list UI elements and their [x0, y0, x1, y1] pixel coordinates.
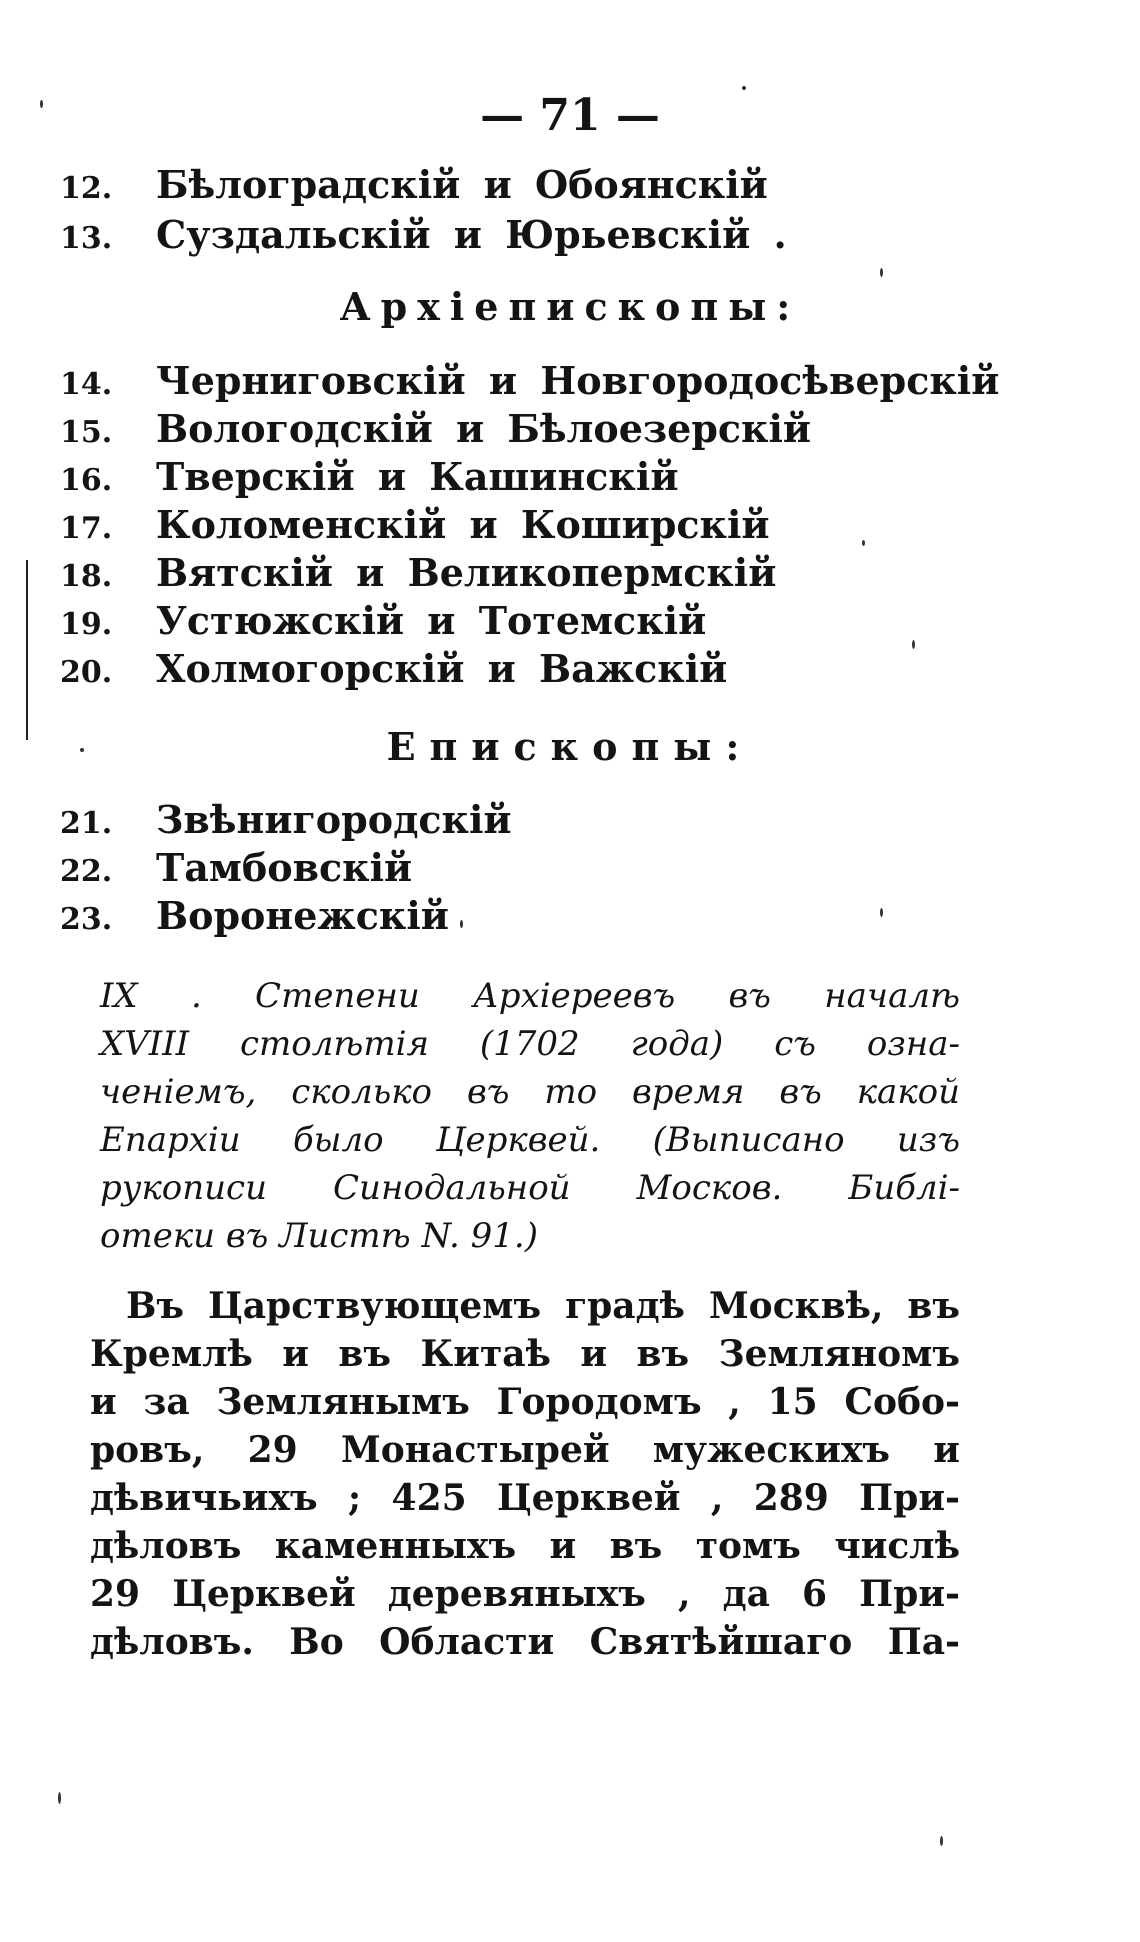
- scan-speck: [862, 540, 865, 546]
- list-item-number: 14.: [60, 367, 113, 402]
- list-item-number: 20.: [60, 655, 113, 690]
- body-line: дѣловъ. Во Области Святѣйшаго Па-: [90, 1621, 960, 1663]
- list-item-text: Воронежскій: [156, 893, 449, 938]
- body-line: дѣловъ каменныхъ и въ томъ числѣ: [90, 1525, 960, 1567]
- section-ix-line: Епархіи было Церквей. (Выписано изъ: [100, 1120, 960, 1160]
- section-ix-line: XVIII столѣтія (1702 года) съ озна-: [100, 1024, 960, 1064]
- list-item-text: Тверскій и Кашинскій: [156, 454, 679, 499]
- body-line: 29 Церквей деревяныхъ , да 6 При-: [90, 1573, 960, 1615]
- list-item-text: Вятскій и Великопермскій: [156, 550, 777, 595]
- list-item-text: Коломенскій и Коширскій: [156, 502, 770, 547]
- body-line: и за Землянымъ Городомъ , 15 Собо-: [90, 1381, 960, 1423]
- scan-speck: [880, 268, 883, 277]
- list-item: [60, 500, 770, 550]
- list-item-number: 18.: [60, 559, 113, 594]
- list-item-text: Черниговскій и Новгородосѣверскій: [156, 358, 1000, 403]
- list-item-number: 22.: [60, 854, 113, 889]
- scan-speck: [40, 100, 43, 108]
- body-line: Кремлѣ и въ Китаѣ и въ Земляномъ: [90, 1333, 960, 1375]
- scan-speck: [742, 86, 746, 90]
- section-heading-bishops: Епископы:: [386, 724, 754, 769]
- list-item: [60, 596, 706, 646]
- list-item-number: 15.: [60, 415, 113, 450]
- list-item-number: 19.: [60, 607, 113, 642]
- list-item-text: Вологодскій и Бѣлоезерскій: [156, 406, 812, 451]
- list-item: [60, 644, 727, 694]
- list-item: [60, 404, 811, 454]
- list-item: [60, 891, 449, 941]
- list-item-number: 17.: [60, 511, 113, 546]
- list-item-text: Тамбовскій: [156, 845, 413, 890]
- list-item: [60, 548, 776, 598]
- list-item-number: 13.: [60, 221, 113, 256]
- list-item: [60, 795, 512, 845]
- scan-speck: [880, 908, 883, 917]
- list-item-text: Бѣлоградскій и Обоянскій: [156, 162, 768, 207]
- scan-speck: [912, 640, 915, 649]
- list-item: [60, 452, 679, 502]
- body-line: дѣвичьихъ ; 425 Церквей , 289 При-: [90, 1477, 960, 1519]
- list-item-text: Звѣнигородскій: [156, 797, 512, 842]
- section-ix-title: [100, 972, 960, 1260]
- section-heading-archbishops: Архіепископы:: [339, 284, 801, 329]
- list-item-number: 16.: [60, 463, 113, 498]
- list-item: [60, 843, 412, 893]
- page-number: — 71 —: [480, 90, 660, 141]
- list-item-number: 23.: [60, 902, 113, 937]
- scan-margin-line: [26, 560, 28, 740]
- body-line: ровъ, 29 Монастырей мужескихъ и: [90, 1429, 960, 1471]
- section-ix-line: отеки въ Листѣ N. 91.): [100, 1216, 538, 1256]
- section-ix-line: рукописи Синодальной Москов. Библі-: [100, 1168, 960, 1208]
- body-line: Въ Царствующемъ градѣ Москвѣ, въ: [126, 1285, 960, 1327]
- scan-speck: [58, 1792, 61, 1804]
- scan-speck: [940, 1836, 943, 1846]
- scan-speck: [460, 920, 463, 928]
- list-item-text: Суздальскій и Юрьевскій .: [156, 212, 787, 257]
- section-ix-line: IX . Степени Архіереевъ въ началѣ: [100, 976, 960, 1016]
- list-item: [60, 210, 787, 260]
- list-item: [60, 160, 768, 210]
- list-item-number: 12.: [60, 171, 113, 206]
- list-item-number: 21.: [60, 806, 113, 841]
- section-ix-line: ченіемъ, сколько въ то время въ какой: [100, 1072, 960, 1112]
- list-item-text: Устюжскій и Тотемскій: [156, 598, 707, 643]
- list-item: [60, 356, 999, 406]
- scan-speck: [80, 748, 84, 752]
- list-item-text: Холмогорскій и Важскій: [156, 646, 728, 691]
- body-paragraph: [90, 1282, 960, 1666]
